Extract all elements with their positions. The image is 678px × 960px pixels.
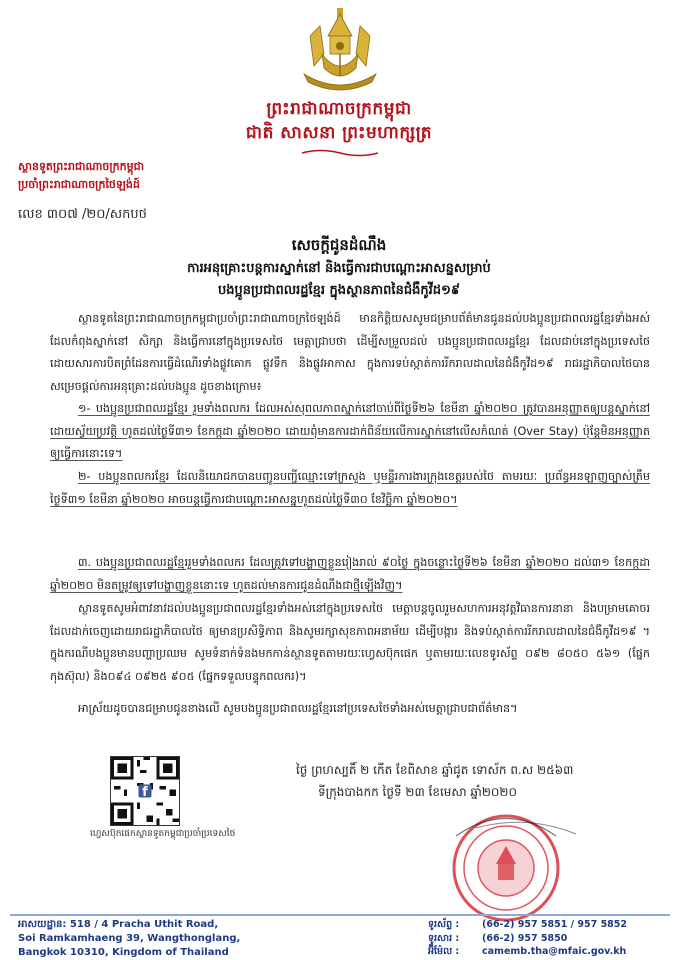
national-motto: ជាតិ សាសនា ព្រះមហាក្សត្រ: [245, 123, 433, 143]
footer-contacts: [428, 918, 627, 959]
reference-number: លេខ ៣០៧ /២០/សកបថ: [18, 207, 147, 222]
date-lunar: ថ្ងៃ ព្រហស្បតិ៍ ២ កើត ខែពិសាខ ឆ្នាំជូត ទោស័ក ព.ស ២៥៦៣: [296, 763, 574, 777]
facebook-qr-code-icon[interactable]: [110, 756, 180, 826]
ornament-divider: [300, 148, 380, 158]
phone-number[interactable]: (66-2) 957 5851 / 957 5852: [482, 919, 628, 930]
fax-number: (66-2) 957 5850: [482, 932, 568, 944]
svg-text:f: f: [142, 784, 148, 800]
royal-coat-of-arms-icon: [290, 6, 390, 92]
item-3: ៣. បងប្អូនប្រជាពលរដ្ឋខ្មែររួមទាំងពលករ ដែលត្រូវទៅបង្ហាញខ្លួនរៀងរាល់ ៩០ថ្ងៃ ក្នុងចន្លោះថ្ងៃទី២៦ ខែមីនា ឆ្នាំ២០២០ ដល់៣១ ខែកក្កដា ឆ្នាំ២០២០ មិនតម្រូវឲ្យទៅបង្ហាញខ្លួននោះទេ ហូតដល់មានការជូនដំណឹងជាថ្មីឡើងវិញ។: [50, 556, 650, 592]
embassy-name-line1: ស្ថានទូតព្រះរាជាណាចក្រកម្ពុជា: [18, 160, 145, 173]
embassy-name-line2: ប្រចាំព្រះរាជាណាចក្រថៃឡង់ដ៍: [18, 178, 140, 191]
intro-paragraph: ស្ថានទូតនៃព្រះរាជាណាចក្រកម្ពុជាប្រចាំព្រះរាជាណាចក្រថៃឡង់ដ៍ មានកិត្តិយសសូមជម្រាបព័ត៌មានជូនដល់បងប្អូនប្រជាពលរដ្ឋខ្មែរទាំងអស់ ដែលកំពុងស្នាក់នៅ សិក្សា និងធ្វើការនៅក្នុងប្រទេសថៃ មេត្តាជ្រាបថា ដើម្បីសម្រួលដល់ បងប្អូនប្រជាពលរដ្ឋខ្មែរ ដែលជាប់នៅក្នុងប្រទេសថៃ ដោយសារការបិតព្រំដែនការធ្វើដំណើរទាំងផ្លូវគោក ផ្លូវទឹក និងផ្លូវអាកាស ក្នុងការទប់ស្កាត់ការរីករាលដាលនៃជំងឺកូវីដ១៩ រាជរដ្ឋាភិបាលថៃបានសម្រេចផ្តល់ការអនុគ្រោះដល់បងប្អូន ដូចខាងក្រោម៖: [50, 312, 650, 393]
closing-paragraph: អាស្រ័យដូចបានជម្រាបជូនខាងលើ សូមបងប្អូនប្រជាពលរដ្ឋខ្មែរនៅប្រទេសថៃទាំងអស់មេត្តាជ្រាបជាព័ត៌មាន។: [78, 702, 518, 715]
phone-label: ទូរស័ព្ទ :: [428, 919, 460, 930]
fax-label: ទូរសារ :: [428, 932, 460, 944]
item-1: ១- បងប្អូនប្រជាពលរដ្ឋខ្មែរ រួមទាំងពលករ ដែលអស់សុពលភាពស្នាក់នៅចាប់ពីថ្ងៃទី២៦ ខែមីនា ឆ្នាំ២០២០ ត្រូវបានអនុញ្ញាតឲ្យបន្តស្នាក់នៅដោយស្វ័យប្រវត្តិ ហូតដល់ថ្ងៃទី៣១ ខែកក្កដា ឆ្នាំ២០២០ ដោយពុំមានការដាក់ពិន័យលើការស្នាក់នៅលើសកំណត់ (Over Stay) ប៉ុន្តែមិនអនុញ្ញាតឲ្យធ្វើការនោះទេ។: [50, 402, 650, 460]
footer-address: [18, 918, 240, 960]
date-solar: ទីក្រុងបាងកក ថ្ងៃទី ២៣ ខែមេសា ឆ្នាំ២០២០: [318, 785, 518, 799]
official-seal-stamp-icon: [436, 806, 588, 922]
document-subtitle-1: ការអនុគ្រោះបន្តការស្នាក់នៅ និងធ្វើការជាបណ្តោះអាសន្នសម្រាប់: [187, 261, 491, 276]
address-line2: Soi Ramkamhaeng 39, Wangthonglang,: [18, 933, 241, 944]
kingdom-name: ព្រះរាជាណាចក្រកម្ពុជា: [266, 99, 412, 119]
document-subtitle-2: បងប្អូនប្រជាពលរដ្ឋខ្មែរ ក្នុងស្ថានភាពនៃជំងឺកូវីដ១៩: [218, 283, 460, 298]
document-title: សេចក្តីជូនដំណឹង: [291, 236, 387, 254]
email-link[interactable]: camemb.tha@mfaic.gov.kh: [482, 946, 627, 957]
address-label: អាសយដ្ឋាន:: [18, 919, 67, 930]
address-line1: 518 / 4 Pracha Uthit Road,: [69, 919, 219, 930]
email-label: អ៊ីម៉ែល :: [428, 946, 460, 957]
appeal-paragraph: ស្ថានទូតសូមអំពាវនាវដល់បងប្អូនប្រជាពលរដ្ឋខ្មែរទាំងអស់នៅក្នុងប្រទេសថៃ មេត្តាបន្តចូលរួមសហការអនុវត្តវិធានការនានា និងបម្រាមគោចរដែលដាក់ចេញដោយរាជរដ្ឋាភិបាលថៃ ឲ្យមានប្រសិទ្ធិភាព និងសូមរក្សាសុខភាពអនាម័យ ដើម្បីបង្ការ និងទប់ស្កាត់ការរីករាលដាលនៃជំងឺកូវីដ១៩ ។ ក្នុងករណីបងប្អូនមានបញ្ហាប្រឈម សូមទំនាក់ទំនងមកកាន់ស្ថានទូតតាមរយៈហ្វេសប៊ុកផេក ឬតាមរយៈលេខទូរស័ព្ទ ០៩២ ៨០៥០ ៥៦១ (ផ្នែកកុងស៊ុល) និង០៩៤ ០៩២៥ ៩០៥ (ផ្នែកទទួលបន្ទុកពលករ)។: [50, 602, 650, 683]
footer-divider: [10, 914, 670, 916]
qr-caption: ហ្វេសប៊ុកផេកស្ថានទូតកម្ពុជាប្រចាំប្រទេសថៃ: [90, 829, 236, 839]
item-2: ២- បងប្អូនពលករខ្មែរ ដែលនិយោជកបានបញ្ជូនបញ្ជីឈ្មោះទៅក្រសួង ឬមន្ទីរការងារក្រុងខេត្តរបស់ថៃ តាមរយៈ ប្រព័ន្ធអនឡាញច្បាស់ត្រឹមថ្ងៃទី៣១ ខែមីនា ឆ្នាំ២០២០ អាចបន្តធ្វើការជាបណ្តោះអាសន្នហូតដល់ថ្ងៃទី៣០ ខែវិច្ឆិកា ឆ្នាំ២០២០។: [50, 470, 650, 506]
address-line3: Bangkok 10310, Kingdom of Thailand: [18, 947, 229, 958]
